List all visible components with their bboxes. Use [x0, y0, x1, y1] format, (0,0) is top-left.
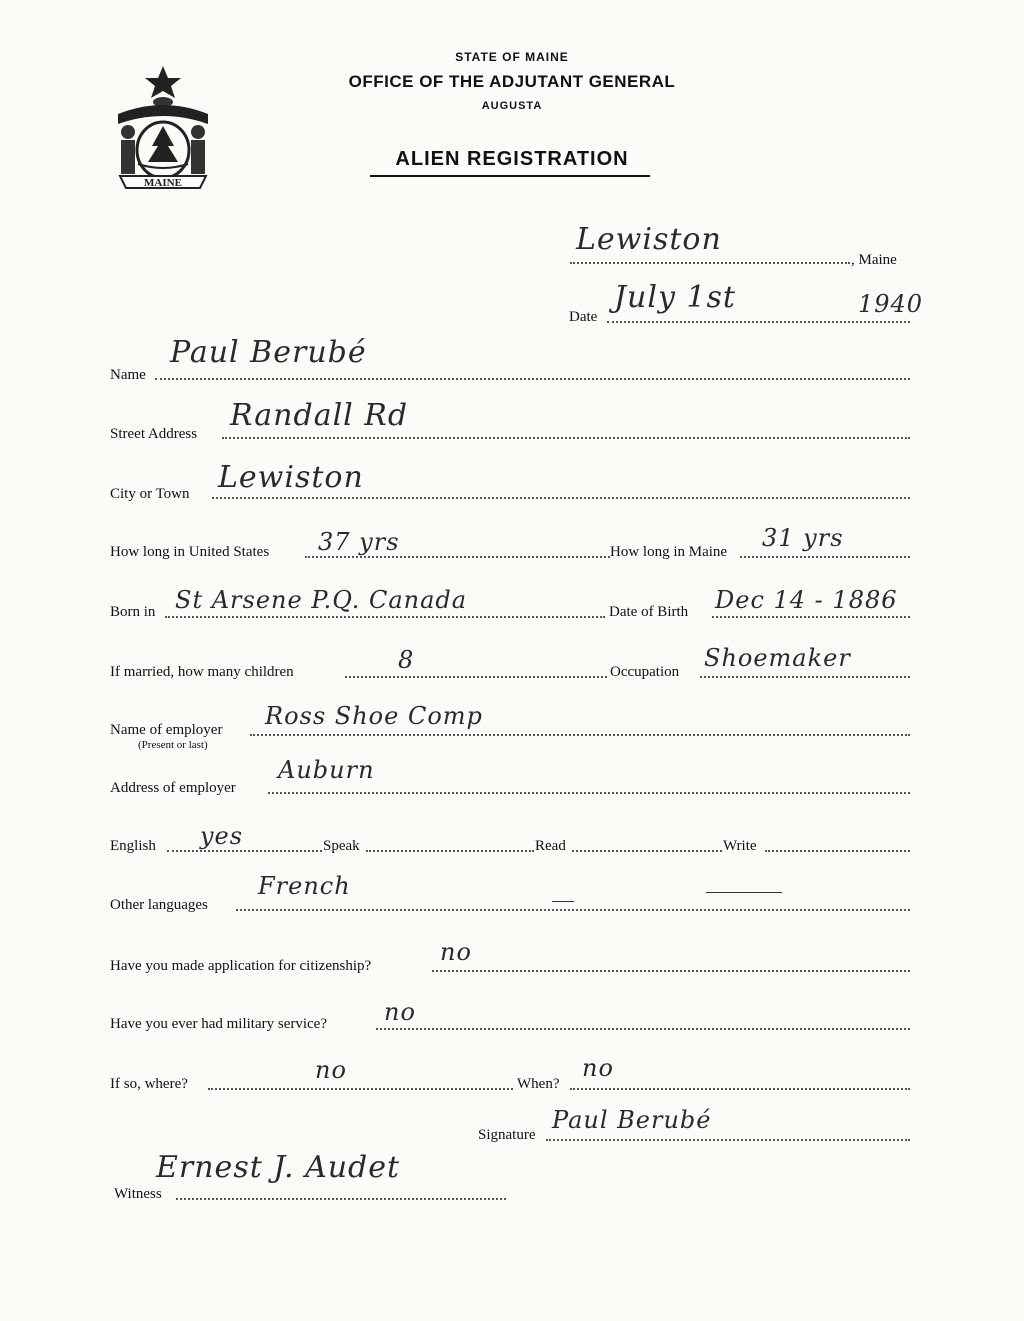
read-line [572, 850, 722, 852]
married-label: If married, how many children [110, 664, 294, 680]
write-line [765, 850, 910, 852]
speak-line [366, 850, 534, 852]
date-line [607, 321, 910, 323]
witness-line [176, 1198, 506, 1200]
dob-value: Dec 14 - 1886 [715, 586, 898, 614]
dob-line [712, 616, 910, 618]
how-long-us-value: 37 yrs [318, 528, 400, 556]
other-lang-line [236, 909, 910, 911]
date-value: July 1st [614, 280, 736, 315]
how-long-maine-label: How long in Maine [610, 544, 728, 560]
other-lang-value: French [258, 872, 351, 900]
speak-label: Speak [323, 838, 360, 854]
title-underline [370, 175, 650, 177]
english-value: yes [200, 822, 244, 850]
military-value: no [384, 998, 416, 1026]
where-line [208, 1088, 513, 1090]
seal-text: MAINE [144, 177, 182, 189]
children-value: 8 [398, 646, 415, 674]
street-value: Randall Rd [230, 398, 409, 433]
signature-line [546, 1139, 910, 1141]
occupation-value: Shoemaker [704, 644, 851, 672]
born-in-label: Born in [110, 604, 156, 620]
how-long-maine-line [740, 556, 910, 558]
form-title: ALIEN REGISTRATION [395, 148, 629, 170]
employer-sublabel: (Present or last) [138, 739, 208, 751]
where-value: no [315, 1056, 347, 1084]
employer-value: Ross Shoe Comp [265, 702, 483, 730]
occupation-line [700, 676, 910, 678]
english-label: English [110, 838, 156, 854]
date-label: Date [569, 309, 598, 325]
write-label: Write [723, 838, 757, 854]
office-heading: OFFICE OF THE ADJUTANT GENERAL [348, 72, 676, 91]
english-line [167, 850, 322, 852]
born-in-line [165, 616, 605, 618]
when-value: no [582, 1054, 614, 1082]
speak-dash-mark [552, 901, 574, 902]
date-year-value: 1940 [858, 290, 924, 318]
city-heading: AUGUSTA [481, 100, 543, 112]
occupation-label: Occupation [610, 664, 680, 680]
employer-address-line [268, 792, 910, 794]
when-line [570, 1088, 910, 1090]
street-line [222, 437, 910, 439]
state-heading: STATE OF MAINE [455, 50, 569, 64]
witness-label: Witness [114, 1186, 162, 1202]
military-line [376, 1028, 910, 1030]
employer-label: Name of employer [110, 722, 223, 738]
where-label: If so, where? [110, 1076, 188, 1092]
born-in-value: St Arsene P.Q. Canada [175, 586, 468, 614]
other-lang-label: Other languages [110, 897, 208, 913]
witness-value: Ernest J. Audet [156, 1150, 401, 1185]
employer-address-label: Address of employer [110, 780, 236, 796]
town-line [570, 262, 850, 264]
how-long-maine-value: 31 yrs [762, 524, 844, 552]
signature-label: Signature [478, 1127, 536, 1143]
street-label: Street Address [110, 426, 198, 442]
signature-value: Paul Berubé [552, 1106, 712, 1134]
name-line [155, 378, 910, 380]
employer-line [250, 734, 910, 736]
city-label: City or Town [110, 486, 190, 502]
citizenship-value: no [440, 938, 472, 966]
citizenship-label: Have you made application for citizenship? [110, 958, 372, 974]
write-dash-mark [706, 892, 782, 893]
citizenship-line [432, 970, 910, 972]
military-label: Have you ever had military service? [110, 1016, 327, 1032]
read-label: Read [535, 838, 566, 854]
town-suffix-label: , Maine [851, 252, 897, 268]
how-long-us-label: How long in United States [110, 544, 270, 560]
town-value: Lewiston [576, 222, 722, 257]
dob-label: Date of Birth [609, 604, 689, 620]
when-label: When? [517, 1076, 560, 1092]
how-long-us-line [305, 556, 610, 558]
name-value: Paul Berubé [170, 335, 367, 370]
city-line [212, 497, 910, 499]
children-line [345, 676, 607, 678]
city-value: Lewiston [218, 460, 364, 495]
name-label: Name [110, 367, 146, 383]
employer-address-value: Auburn [278, 756, 375, 784]
